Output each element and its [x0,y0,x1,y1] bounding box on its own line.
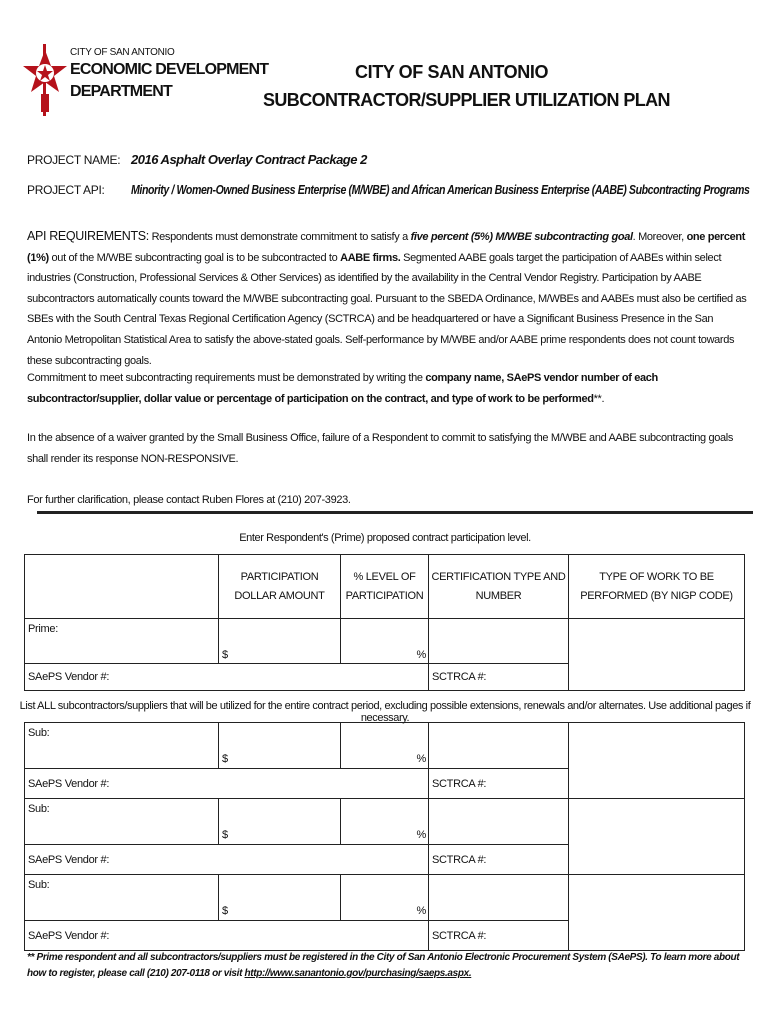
sub-dollar-sign: $ [222,905,228,917]
commitment-paragraph [27,368,747,409]
sub-sctrca-label: SCTRCA #: [432,853,487,866]
prime-row [25,619,745,664]
req-text-4: Segmented AABE goals target the participation of AABEs within select industries (Construction, Professional Services & Other Services) as identified by the availability in the Central Vendor Registry. Participation by AABE subcontractors automatically counts toward the M/WBE subcontracting goal. Pursuant to the SBEDA Ordinance, M/WBEs and AABEs must also be certified as SBEs with the South Central Texas Regional Certification Agency (SCTRCA) and be headquartered or have a Significant Business Presence in the San Antonio Metropolitan Statistical Area to satisfy the above-stated goals. Self-performance by M/WBE and/or AABE prime respondents does not count towards these subcontracting goals. [27,251,747,367]
prime-label: Prime: [28,623,58,635]
project-name-label: PROJECT NAME: [27,153,121,167]
api-requirements-paragraph [27,226,747,371]
col-header-percent: % LEVEL OF PARTICIPATION [341,555,429,619]
sub-row [25,723,745,769]
sub-sctrca-label: SCTRCA #: [432,929,487,942]
req-text-2: . Moreover, [632,231,687,243]
prime-certification-cell[interactable] [429,619,569,664]
sub-name-cell[interactable] [25,723,219,769]
subcontractor-table [24,722,745,951]
sub-work-type-cell[interactable] [569,723,745,799]
commitment-bold: company name, SAePS vendor number of each subcontractor/supplier, dollar value or percentage of participation on the contract, and type of work to be performed [27,372,658,405]
prime-name-cell[interactable] [25,619,219,664]
sub-dollar-sign: $ [222,753,228,765]
sub-dollar-cell[interactable] [219,799,341,845]
sub-percent-sign: % [416,753,426,765]
sub-percent-cell[interactable] [341,875,429,921]
req-text-1: Respondents must demonstrate commitment to satisfy a [148,231,411,243]
prime-vendor-label: SAePS Vendor #: [28,671,110,683]
header-blank-cell [25,555,219,619]
prime-sctrca-cell[interactable] [429,664,569,691]
prime-dollar-cell[interactable] [219,619,341,664]
sub-label: Sub: [28,879,50,891]
prime-sctrca-label: SCTRCA #: [432,671,487,683]
document-title-line1: CITY OF SAN ANTONIO [355,62,549,82]
saeps-link[interactable]: http://www.sanantonio.gov/purchasing/saeps.aspx. [244,968,472,979]
sub-sctrca-cell[interactable] [429,769,569,799]
sub-vendor-label: SAePS Vendor #: [28,929,110,942]
waiver-paragraph: In the absence of a waiver granted by the Small Business Office, failure of a Respondent to commit to satisfying the M/WBE and AABE subcontracting goals shall render its response NON-RESPONSIVE. [27,432,734,465]
logo-department-line1: ECONOMIC DEVELOPMENT [70,61,269,78]
sub-work-type-cell[interactable] [569,799,745,875]
sub-certification-cell[interactable] [429,875,569,921]
commitment-text: Commitment to meet subcontracting requirements must be demonstrated by writing the [27,372,426,384]
prime-participation-table [24,554,745,691]
req-aabe-firms: AABE firms. [340,251,401,264]
sub-sctrca-cell[interactable] [429,921,569,951]
sub-certification-cell[interactable] [429,723,569,769]
prime-work-type-cell[interactable] [569,619,745,691]
sub-row [25,875,745,921]
prime-percent-sign: % [416,649,426,661]
section-divider [37,511,753,514]
project-api-value: Minority / Women-Owned Business Enterprise (M/WBE) and African American Business Enterprise (AABE) Subcontracting Programs [131,182,750,197]
prime-vendor-cell[interactable] [25,664,429,691]
sub-vendor-label: SAePS Vendor #: [28,777,110,790]
sub-vendor-cell[interactable] [25,769,429,799]
sub-vendor-label: SAePS Vendor #: [28,853,110,866]
sub-sctrca-cell[interactable] [429,845,569,875]
sub-percent-cell[interactable] [341,723,429,769]
registration-footnote [27,950,747,982]
sub-dollar-cell[interactable] [219,875,341,921]
sub-percent-cell[interactable] [341,799,429,845]
prime-instruction: Enter Respondent's (Prime) proposed contract participation level. [239,532,531,544]
col-header-certification: CERTIFICATION TYPE AND NUMBER [429,555,569,619]
api-requirements-label: API REQUIREMENTS: [27,229,149,243]
table-header-row [25,555,745,619]
col-header-work-type: TYPE OF WORK TO BE PERFORMED (BY NIGP CODE) [569,555,745,619]
sub-vendor-cell[interactable] [25,845,429,875]
sub-vendor-cell[interactable] [25,921,429,951]
sub-label: Sub: [28,803,50,815]
sub-dollar-sign: $ [222,829,228,841]
sub-name-cell[interactable] [25,799,219,845]
prime-percent-cell[interactable] [341,619,429,664]
footnote-text: ** Prime respondent and all subcontractors/suppliers must be registered in the City of San Antonio Electronic Procurement System (SAePS). To learn more about how to register, please call (210) 207-0118 or visit [27,952,740,979]
sub-row [25,799,745,845]
sub-name-cell[interactable] [25,875,219,921]
sub-sctrca-label: SCTRCA #: [432,777,487,790]
sub-dollar-cell[interactable] [219,723,341,769]
sub-label: Sub: [28,727,50,739]
logo-department-line2: DEPARTMENT [70,83,172,100]
sub-percent-sign: % [416,905,426,917]
project-api-label: PROJECT API: [27,183,105,197]
department-logo-text [70,48,268,100]
req-goal-1pct: one percent (1%) [27,231,746,264]
subcontractor-instruction: List ALL subcontractors/suppliers that will be utilized for the entire contract period, excluding possible extensions, renewals and/or alternates. Use additional pages if necessary. [19,700,751,724]
project-name-value: 2016 Asphalt Overlay Contract Package 2 [131,152,367,167]
sub-percent-sign: % [416,829,426,841]
sub-certification-cell[interactable] [429,799,569,845]
logo-city-name: CITY OF SAN ANTONIO [70,47,175,58]
contact-paragraph: For further clarification, please contact Ruben Flores at (210) 207-3923. [27,494,351,506]
prime-dollar-sign: $ [222,649,228,661]
sub-work-type-cell[interactable] [569,875,745,951]
req-text-3: out of the M/WBE subcontracting goal is to be subcontracted to [48,251,341,264]
commitment-end: **. [593,392,605,405]
col-header-dollar: PARTICIPATION DOLLAR AMOUNT [219,555,341,619]
city-star-seal-icon [22,44,68,116]
document-title-line2: SUBCONTRACTOR/SUPPLIER UTILIZATION PLAN [263,90,670,110]
req-goal-5pct: five percent (5%) M/WBE subcontracting goal [410,231,633,243]
